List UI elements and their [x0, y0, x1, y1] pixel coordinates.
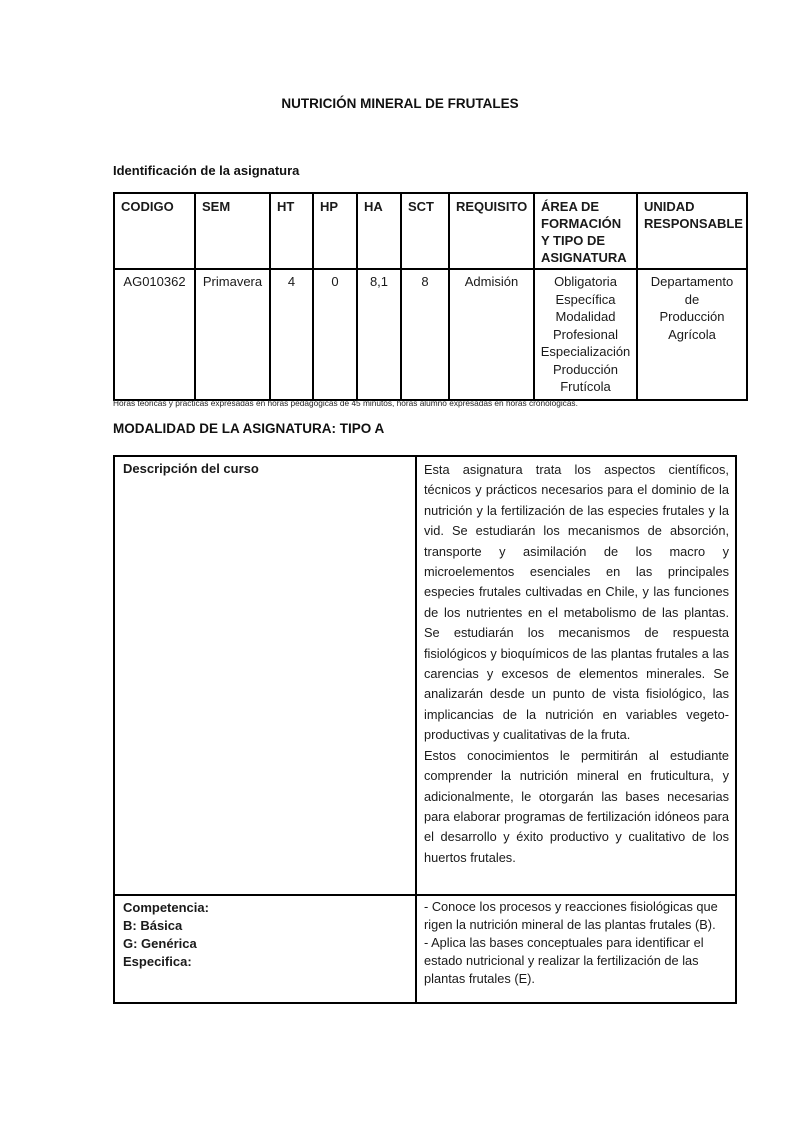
- area-line: Especialización: [540, 344, 631, 359]
- unidad-line: Agrícola: [668, 326, 716, 342]
- competencia-label-line: G: Genérica: [123, 936, 197, 951]
- cell-hp: 0: [313, 269, 357, 400]
- col-header-area-formacion: ÁREA DE FORMACIÓN Y TIPO DE ASIGNATURA: [534, 193, 637, 269]
- section-heading-modalidad: MODALIDAD DE LA ASIGNATURA: TIPO A: [113, 421, 385, 436]
- cell-area-formacion: [534, 269, 637, 400]
- area-line: Frutícola: [560, 379, 611, 394]
- competencia-label-line: Competencia:: [123, 900, 209, 915]
- area-line: Profesional: [552, 326, 619, 342]
- table-row: [114, 269, 747, 400]
- col-header-ha: HA: [357, 193, 401, 269]
- modality-table: [113, 455, 737, 1004]
- cell-codigo: AG010362: [114, 269, 195, 400]
- cell-sct: 8: [401, 269, 449, 400]
- col-header-requisito: REQUISITO: [449, 193, 534, 269]
- col-header-ht: HT: [270, 193, 313, 269]
- cell-ht: 4: [270, 269, 313, 400]
- cell-sem: Primavera: [195, 269, 270, 400]
- unidad-line: de: [684, 291, 700, 307]
- section-heading-identificacion: Identificación de la asignatura: [113, 163, 300, 178]
- table-row: [114, 895, 736, 1003]
- cell-descripcion-label: Descripción del curso: [114, 456, 416, 895]
- cell-competencia-label: [114, 895, 416, 1003]
- unidad-line: Producción: [659, 309, 725, 324]
- competencia-label-line: Especifica:: [123, 954, 192, 969]
- col-header-codigo: CODIGO: [114, 193, 195, 269]
- competencia-item: - Conoce los procesos y reacciones fisiológicas que rigen la nutrición mineral de las plantas frutales (B).: [424, 899, 718, 932]
- descripcion-paragraph: Esta asignatura trata los aspectos científicos, técnicos y prácticos necesarios para el dominio de la nutrición y la fertilización de las especies frutales y la vid. Se estudiarán los mecanismos de absorción, transporte y asimilación de los macro y microelementos esenciales en las principales especies frutales cultivadas en Chile, y las funciones de los nutrientes en el metabolismo de las plantas. Se estudiarán los mecanismos de respuesta fisiológicos y bioquímicos de las plantas frutales a las carencias y excesos de elementos minerales. Se analizarán desde un punto de vista fisiológico, las implicancias de la nutrición en variables vegeto-productivas y cualitativas de la fruta.: [424, 462, 729, 743]
- col-header-sem: SEM: [195, 193, 270, 269]
- cell-ha: 8,1: [357, 269, 401, 400]
- unidad-line: Departamento: [650, 274, 734, 289]
- area-line: Producción: [552, 361, 619, 377]
- col-header-sct: SCT: [401, 193, 449, 269]
- cell-unidad-responsable: [637, 269, 747, 400]
- table-footnote: Horas teóricas y prácticas expresadas en horas pedagógicas de 45 minutos, horas alumno expresadas en horas cronológicas.: [113, 398, 578, 408]
- col-header-hp: HP: [313, 193, 357, 269]
- area-line: Obligatoria: [554, 274, 617, 289]
- identification-table: [113, 192, 748, 401]
- cell-requisito: Admisión: [449, 269, 534, 400]
- table-row: [114, 456, 736, 895]
- page-title: NUTRICIÓN MINERAL DE FRUTALES: [281, 96, 519, 111]
- area-line: Específica: [555, 291, 616, 307]
- cell-descripcion-texto: [416, 456, 736, 895]
- competencia-label-line: B: Básica: [123, 918, 183, 933]
- col-header-unidad-responsable: UNIDAD RESPONSABLE: [637, 193, 747, 269]
- area-line: Modalidad: [555, 309, 616, 324]
- cell-competencia-items: [416, 895, 736, 1003]
- descripcion-paragraph: Estos conocimientos le permitirán al estudiante comprender la nutrición mineral en fruticultura, y adicionalmente, le otorgarán las bases necesarias para elaborar programas de fertilización idóneos para el desarrollo y éxito productivo y cualitativo de los huertos frutales.: [424, 747, 729, 865]
- table-header-row: [114, 193, 747, 269]
- competencia-item: - Aplica las bases conceptuales para identificar el estado nutricional y realizar la fertilización de las plantas frutales (E).: [424, 935, 704, 986]
